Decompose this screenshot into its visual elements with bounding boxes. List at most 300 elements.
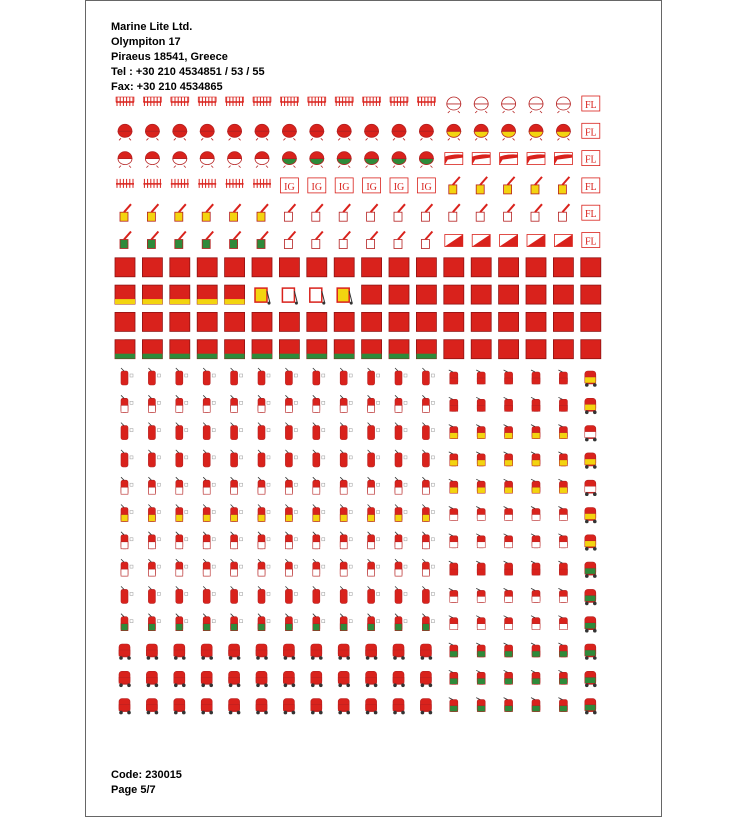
symbol-hose-green <box>147 232 158 249</box>
symbol-slope-box <box>554 153 572 165</box>
symbol-box-red <box>444 312 464 331</box>
symbol-triangle-box <box>527 235 545 247</box>
symbol-label-fl <box>582 233 600 248</box>
symbol-small-green <box>531 670 540 684</box>
symbol-box-red <box>416 285 436 304</box>
symbol-ext-white <box>395 395 407 412</box>
symbol-triangle-box <box>500 235 518 247</box>
symbol-ext-red <box>395 423 407 440</box>
symbol-trolley-yellow <box>585 371 597 387</box>
symbol-hose-white <box>394 232 405 249</box>
symbol-label-fl <box>582 151 600 166</box>
symbol-hose-yellow <box>449 177 460 194</box>
symbol-dome-green <box>337 152 351 168</box>
symbol-trolley-red <box>256 671 268 687</box>
company-name: Marine Lite Ltd. <box>111 21 193 33</box>
symbol-small-green <box>504 643 513 657</box>
symbol-small-white <box>558 616 567 630</box>
symbol-hose-yellow <box>202 204 213 221</box>
symbol-small-white <box>504 616 513 630</box>
symbol-ext-white <box>340 532 352 549</box>
symbol-hose-green <box>120 232 131 249</box>
symbol-small-yellow <box>531 452 540 466</box>
symbol-ext-red <box>121 450 133 467</box>
symbol-ext-red <box>231 586 243 603</box>
symbol-dome-white <box>447 97 461 113</box>
symbol-sprinkler-rack <box>417 97 435 106</box>
symbol-ext-white <box>285 532 297 549</box>
symbol-ext-red <box>258 586 270 603</box>
symbol-sprinkler-rack <box>308 97 326 106</box>
symbol-hose-white <box>339 204 350 221</box>
symbol-trolley-red <box>338 644 350 660</box>
symbol-hose-green <box>202 232 213 249</box>
symbol-small-yellow <box>504 425 513 439</box>
company-tel: Tel : +30 210 4534851 / 53 / 55 <box>111 66 265 78</box>
symbol-small-white <box>558 534 567 548</box>
symbol-dome-red <box>282 124 296 140</box>
symbol-cart-white <box>310 288 326 305</box>
symbol-box-red-green <box>279 340 299 359</box>
symbol-ext-red <box>176 423 188 440</box>
symbol-ext-white <box>148 477 160 494</box>
symbol-small-green <box>449 670 458 684</box>
symbol-ext-red <box>285 423 297 440</box>
symbol-trolley-red <box>338 671 350 687</box>
symbol-small-red <box>476 561 485 575</box>
symbol-trolley-yellow <box>585 535 597 551</box>
symbol-small-green <box>476 698 485 712</box>
symbol-box-red-green <box>115 340 135 359</box>
symbol-ext-red <box>313 423 325 440</box>
symbol-box-red <box>142 312 162 331</box>
symbol-small-green <box>558 698 567 712</box>
company-city: Piraeus 18541, Greece <box>111 51 228 63</box>
symbol-ext-yellow <box>285 505 297 522</box>
symbol-ext-white <box>395 559 407 576</box>
symbol-ext-white <box>203 532 215 549</box>
symbol-trolley-red <box>311 644 323 660</box>
symbol-box-red <box>581 285 601 304</box>
symbol-trolley-red <box>420 699 432 715</box>
symbol-dome-white <box>529 97 543 113</box>
symbol-box-red <box>416 312 436 331</box>
symbol-hose-yellow <box>147 204 158 221</box>
symbol-trolley-red <box>119 644 131 660</box>
symbol-small-white <box>476 507 485 521</box>
symbol-ext-white <box>395 532 407 549</box>
symbol-small-yellow <box>476 479 485 493</box>
symbol-dome-red-white <box>228 152 242 168</box>
symbol-small-white <box>558 507 567 521</box>
symbol-ext-white <box>313 532 325 549</box>
symbol-hose-green <box>230 232 241 249</box>
symbol-ext-white <box>231 395 243 412</box>
symbol-small-green <box>531 698 540 712</box>
symbol-dome-green <box>310 152 324 168</box>
symbol-sprinkler-rack <box>363 97 381 106</box>
symbol-ext-white <box>285 477 297 494</box>
symbol-dome-red <box>365 124 379 140</box>
symbol-ext-red <box>148 368 160 385</box>
symbol-ext-red <box>176 450 188 467</box>
symbol-ext-green <box>231 614 243 631</box>
symbol-small-white <box>531 588 540 602</box>
symbol-ext-red <box>340 450 352 467</box>
symbol-small-yellow <box>558 452 567 466</box>
symbol-rack-open <box>253 179 271 188</box>
symbol-ext-yellow <box>148 505 160 522</box>
symbol-small-red <box>504 370 513 384</box>
symbol-ext-white <box>121 559 133 576</box>
symbol-dome-red <box>310 124 324 140</box>
symbol-small-green <box>531 643 540 657</box>
symbol-box-red <box>444 258 464 277</box>
page-footer <box>111 768 182 798</box>
symbol-box-red-green <box>389 340 409 359</box>
symbol-trolley-yellow <box>585 398 597 414</box>
symbol-box-red <box>334 258 354 277</box>
symbol-small-white <box>504 588 513 602</box>
symbol-label-ig <box>335 178 353 193</box>
symbol-label-ig <box>417 178 435 193</box>
symbol-box-red <box>581 340 601 359</box>
symbol-trolley-red <box>174 671 186 687</box>
product-code: Code: 230015 <box>111 769 182 781</box>
symbol-ext-red <box>203 450 215 467</box>
symbol-ext-white <box>313 395 325 412</box>
symbol-small-red <box>531 397 540 411</box>
symbol-trolley-white <box>585 480 597 496</box>
svg-text:IG: IG <box>311 181 323 193</box>
symbol-box-red <box>115 312 135 331</box>
symbol-ext-yellow <box>340 505 352 522</box>
symbol-box-red <box>389 285 409 304</box>
symbol-ext-white <box>231 477 243 494</box>
symbol-box-red <box>170 312 190 331</box>
symbol-small-red <box>504 397 513 411</box>
symbol-box-red-yellow <box>170 285 190 304</box>
svg-text:IG: IG <box>421 181 432 193</box>
symbol-ext-red <box>258 368 270 385</box>
symbol-dome-red-white <box>173 152 187 168</box>
symbol-small-yellow <box>449 479 458 493</box>
symbol-small-green <box>449 643 458 657</box>
symbol-box-red <box>444 285 464 304</box>
symbol-hose-white <box>504 204 515 221</box>
symbol-ext-white <box>422 395 434 412</box>
symbol-box-red-yellow <box>115 285 135 304</box>
symbol-small-white <box>449 588 458 602</box>
symbol-trolley-green <box>585 699 597 715</box>
symbol-ext-white <box>285 559 297 576</box>
symbol-hose-white <box>284 204 295 221</box>
symbol-ext-yellow <box>176 505 188 522</box>
symbol-ext-red <box>340 423 352 440</box>
svg-text:FL: FL <box>584 154 597 166</box>
symbol-trolley-white <box>585 426 597 442</box>
symbol-sprinkler-rack <box>390 97 408 106</box>
svg-text:IG: IG <box>284 181 295 193</box>
symbol-small-white <box>449 616 458 630</box>
company-street: Olympiton 17 <box>111 36 181 48</box>
symbol-box-red <box>197 258 217 277</box>
symbol-ext-red <box>395 368 407 385</box>
symbol-trolley-red <box>393 699 405 715</box>
symbol-triangle-box <box>445 235 463 247</box>
symbol-sprinkler-rack <box>253 97 271 106</box>
symbol-trolley-red <box>338 699 350 715</box>
symbol-trolley-green <box>585 617 597 633</box>
symbol-label-ig <box>363 178 381 193</box>
symbol-box-red-green <box>416 340 436 359</box>
symbol-ext-red <box>203 586 215 603</box>
symbol-dome-red-white <box>118 152 132 168</box>
symbol-ext-red <box>121 586 133 603</box>
symbol-small-red <box>531 370 540 384</box>
svg-text:FL: FL <box>584 127 597 139</box>
symbol-trolley-red <box>420 644 432 660</box>
symbol-ext-green <box>395 614 407 631</box>
symbol-sprinkler-rack <box>198 97 216 106</box>
symbol-hose-white <box>449 204 460 221</box>
symbol-ext-green <box>368 614 380 631</box>
symbol-trolley-yellow <box>585 508 597 524</box>
symbol-trolley-red <box>283 671 295 687</box>
symbol-sprinkler-rack <box>171 97 189 106</box>
symbol-dome-red <box>118 124 132 140</box>
symbol-dome-white <box>556 97 570 113</box>
symbol-ext-white <box>258 532 270 549</box>
symbol-ext-yellow <box>313 505 325 522</box>
symbol-ext-red <box>313 586 325 603</box>
symbol-ext-red <box>176 586 188 603</box>
symbol-trolley-red <box>420 671 432 687</box>
symbol-dome-yellow <box>529 124 543 140</box>
symbol-box-red <box>526 258 546 277</box>
symbol-ext-green <box>176 614 188 631</box>
symbol-sprinkler-rack <box>116 97 134 106</box>
symbol-ext-red <box>121 368 133 385</box>
symbol-trolley-red <box>366 644 378 660</box>
symbol-trolley-red <box>366 671 378 687</box>
symbol-box-red <box>389 258 409 277</box>
symbol-small-yellow <box>449 452 458 466</box>
symbol-trolley-red <box>201 671 213 687</box>
symbol-small-yellow <box>531 479 540 493</box>
symbol-rack-open <box>198 179 216 188</box>
symbol-trolley-red <box>174 699 186 715</box>
symbol-label-fl <box>582 123 600 138</box>
symbol-ext-red <box>422 423 434 440</box>
symbol-hose-white <box>339 232 350 249</box>
symbol-small-yellow <box>476 425 485 439</box>
symbol-box-red <box>252 258 272 277</box>
symbol-cart-yellow <box>255 288 271 305</box>
symbol-ext-white <box>313 477 325 494</box>
symbol-ext-yellow <box>258 505 270 522</box>
symbol-hose-white <box>367 204 378 221</box>
symbol-slope-box <box>500 153 518 165</box>
symbol-ext-red <box>422 586 434 603</box>
symbol-dome-red-white <box>200 152 214 168</box>
symbol-trolley-red <box>311 699 323 715</box>
symbol-small-red <box>504 561 513 575</box>
symbol-ext-red <box>422 368 434 385</box>
symbol-trolley-green <box>585 562 597 578</box>
symbol-trolley-red <box>201 699 213 715</box>
symbol-dome-red <box>337 124 351 140</box>
symbol-ext-white <box>368 395 380 412</box>
symbol-box-red <box>553 340 573 359</box>
symbol-slope-box <box>445 153 463 165</box>
symbol-box-red <box>471 285 491 304</box>
symbol-box-red <box>197 312 217 331</box>
symbol-box-red <box>389 312 409 331</box>
symbol-cart-yellow <box>337 288 353 305</box>
symbol-small-red <box>558 561 567 575</box>
symbol-box-red-yellow <box>197 285 217 304</box>
symbol-trolley-red <box>174 644 186 660</box>
symbol-box-red <box>279 312 299 331</box>
symbol-hose-green <box>257 232 268 249</box>
symbol-box-red <box>225 258 245 277</box>
symbol-ext-white <box>148 559 160 576</box>
symbol-small-white <box>531 534 540 548</box>
symbol-label-fl <box>582 205 600 220</box>
symbol-ext-white <box>121 532 133 549</box>
symbol-box-red <box>362 285 382 304</box>
symbol-label-fl <box>582 178 600 193</box>
symbol-ext-red <box>176 368 188 385</box>
symbol-ext-white <box>176 477 188 494</box>
symbol-box-red-green <box>197 340 217 359</box>
symbol-small-yellow <box>476 452 485 466</box>
symbol-small-white <box>504 507 513 521</box>
symbol-small-green <box>558 643 567 657</box>
symbol-box-red <box>115 258 135 277</box>
symbol-ext-white <box>176 395 188 412</box>
symbol-ext-yellow <box>121 505 133 522</box>
symbol-box-red <box>553 258 573 277</box>
symbol-ext-red <box>121 423 133 440</box>
symbol-hose-white <box>367 232 378 249</box>
symbol-trolley-red <box>119 671 131 687</box>
symbol-trolley-red <box>146 699 158 715</box>
symbol-hose-white <box>284 232 295 249</box>
symbol-ext-green <box>121 614 133 631</box>
symbol-rack-open <box>171 179 189 188</box>
symbol-dome-green <box>365 152 379 168</box>
symbol-dome-green <box>419 152 433 168</box>
symbol-small-yellow <box>504 479 513 493</box>
symbol-trolley-red <box>393 671 405 687</box>
symbol-ext-green <box>203 614 215 631</box>
symbol-dome-red <box>145 124 159 140</box>
svg-text:IG: IG <box>338 181 350 193</box>
symbol-dome-green <box>392 152 406 168</box>
symbol-box-red <box>471 340 491 359</box>
symbol-hose-yellow <box>175 204 186 221</box>
svg-text:FL: FL <box>584 181 597 193</box>
symbol-box-red <box>471 258 491 277</box>
symbol-ext-white <box>203 395 215 412</box>
symbol-ext-red <box>258 423 270 440</box>
symbol-hose-yellow <box>558 177 569 194</box>
symbol-ext-red <box>395 450 407 467</box>
symbol-hose-yellow <box>120 204 131 221</box>
symbol-ext-white <box>203 477 215 494</box>
symbol-box-red-yellow <box>142 285 162 304</box>
symbol-small-white <box>449 534 458 548</box>
symbol-box-red-green <box>225 340 245 359</box>
symbol-ext-red <box>395 586 407 603</box>
symbol-dome-white <box>502 97 516 113</box>
symbol-small-green <box>504 698 513 712</box>
symbol-dome-yellow <box>502 124 516 140</box>
symbol-box-red <box>444 340 464 359</box>
symbol-small-white <box>476 534 485 548</box>
symbol-ext-green <box>340 614 352 631</box>
symbol-trolley-red <box>229 644 241 660</box>
symbol-trolley-red <box>256 644 268 660</box>
symbol-box-red <box>526 340 546 359</box>
symbol-ext-white <box>395 477 407 494</box>
symbol-box-red-yellow <box>225 285 245 304</box>
symbol-ext-white <box>368 559 380 576</box>
symbol-ext-white <box>368 532 380 549</box>
symbol-trolley-red <box>119 699 131 715</box>
symbol-ext-white <box>176 532 188 549</box>
symbol-small-red <box>558 370 567 384</box>
symbol-dome-red <box>228 124 242 140</box>
symbol-hose-white <box>421 232 432 249</box>
symbol-trolley-green <box>585 671 597 687</box>
symbol-ext-white <box>203 559 215 576</box>
symbol-dome-red <box>419 124 433 140</box>
symbol-small-yellow <box>531 425 540 439</box>
symbol-ext-white <box>148 532 160 549</box>
symbol-box-red <box>499 312 519 331</box>
symbol-ext-red <box>231 450 243 467</box>
symbol-box-red-green <box>252 340 272 359</box>
symbol-box-red <box>471 312 491 331</box>
symbol-dome-red <box>200 124 214 140</box>
symbol-ext-red <box>148 423 160 440</box>
symbol-ext-red <box>368 450 380 467</box>
symbol-small-white <box>531 616 540 630</box>
symbol-dome-yellow <box>474 124 488 140</box>
symbol-small-red <box>449 397 458 411</box>
symbol-ext-white <box>258 477 270 494</box>
symbol-small-white <box>531 507 540 521</box>
symbol-box-red <box>279 258 299 277</box>
symbol-ext-white <box>258 395 270 412</box>
symbol-box-red-green <box>170 340 190 359</box>
symbol-ext-red <box>368 423 380 440</box>
symbol-small-green <box>476 670 485 684</box>
symbol-ext-yellow <box>368 505 380 522</box>
symbol-label-ig <box>280 178 298 193</box>
symbol-ext-white <box>285 395 297 412</box>
svg-text:FL: FL <box>584 100 597 111</box>
symbol-small-white <box>476 588 485 602</box>
symbol-small-white <box>558 588 567 602</box>
svg-text:FL: FL <box>584 209 597 221</box>
symbol-slope-box <box>472 153 490 165</box>
symbol-trolley-red <box>229 671 241 687</box>
symbol-small-green <box>476 643 485 657</box>
